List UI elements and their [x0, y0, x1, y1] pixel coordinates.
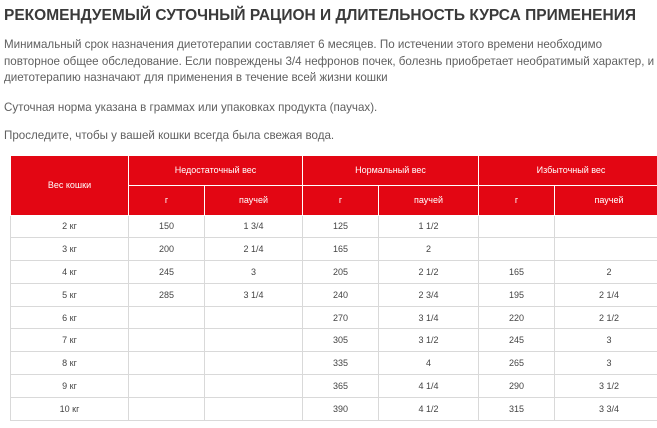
cell-weight: 9 кг	[11, 375, 129, 398]
cell-normal-pouches: 3 1/4	[379, 306, 479, 329]
cell-underweight-pouches: 3	[205, 261, 303, 284]
cell-underweight-grams: 285	[129, 283, 205, 306]
cell-normal-grams: 305	[303, 329, 379, 352]
cell-normal-pouches: 2 3/4	[379, 283, 479, 306]
cell-underweight-grams	[129, 329, 205, 352]
cell-underweight-grams	[129, 375, 205, 398]
cell-weight: 3 кг	[11, 238, 129, 261]
cell-weight: 8 кг	[11, 352, 129, 375]
header-normal-weight: Нормальный вес	[303, 155, 479, 185]
cell-overweight-pouches: 3	[555, 352, 657, 375]
cell-normal-grams: 125	[303, 215, 379, 238]
paragraph-therapy-duration: Минимальный срок назначения диетотерапии составляет 6 месяцев. По истечении этого времени необходимо повторное общее обследование. Если повреждены 3/4 нефронов почек, болезнь приобретает необратимый характер, и диетотерапию назначают для применения в течение всей жизни кошки	[4, 38, 655, 84]
cell-normal-pouches: 4 1/4	[379, 375, 479, 398]
cell-overweight-grams	[479, 238, 555, 261]
cell-underweight-grams	[129, 352, 205, 375]
table-row	[11, 306, 657, 329]
subheader-grams: г	[303, 185, 379, 215]
subheader-pouches: паучей	[555, 185, 657, 215]
cell-normal-grams: 365	[303, 375, 379, 398]
subheader-pouches: паучей	[379, 185, 479, 215]
header-underweight: Недостаточный вес	[129, 155, 303, 185]
cell-overweight-pouches: 3	[555, 329, 657, 352]
cell-overweight-grams	[479, 215, 555, 238]
cell-overweight-grams: 195	[479, 283, 555, 306]
cell-overweight-pouches	[555, 215, 657, 238]
cell-overweight-pouches: 3 3/4	[555, 397, 657, 420]
cell-underweight-pouches	[205, 352, 303, 375]
cell-normal-grams: 165	[303, 238, 379, 261]
cell-normal-pouches: 4 1/2	[379, 397, 479, 420]
cell-overweight-grams: 290	[479, 375, 555, 398]
table-row	[11, 352, 657, 375]
cell-normal-pouches: 1 1/2	[379, 215, 479, 238]
cell-overweight-grams: 265	[479, 352, 555, 375]
header-weight: Вес кошки	[11, 155, 129, 215]
table-row	[11, 375, 657, 398]
ration-table	[10, 155, 657, 421]
cell-underweight-pouches: 2 1/4	[205, 238, 303, 261]
cell-normal-pouches: 2 1/2	[379, 261, 479, 284]
cell-underweight-pouches	[205, 375, 303, 398]
cell-normal-pouches: 3 1/2	[379, 329, 479, 352]
cell-weight: 5 кг	[11, 283, 129, 306]
table-row	[11, 283, 657, 306]
subheader-grams: г	[479, 185, 555, 215]
cell-overweight-grams: 220	[479, 306, 555, 329]
cell-overweight-pouches: 2 1/4	[555, 283, 657, 306]
cell-underweight-pouches: 1 3/4	[205, 215, 303, 238]
cell-weight: 6 кг	[11, 306, 129, 329]
cell-normal-grams: 240	[303, 283, 379, 306]
cell-underweight-pouches	[205, 329, 303, 352]
cell-normal-grams: 205	[303, 261, 379, 284]
cell-underweight-pouches	[205, 397, 303, 420]
cell-underweight-grams	[129, 306, 205, 329]
cell-normal-grams: 270	[303, 306, 379, 329]
cell-underweight-grams: 200	[129, 238, 205, 261]
cell-normal-grams: 335	[303, 352, 379, 375]
subheader-grams: г	[129, 185, 205, 215]
cell-overweight-pouches: 2 1/2	[555, 306, 657, 329]
cell-underweight-grams	[129, 397, 205, 420]
table-row	[11, 397, 657, 420]
table-row	[11, 238, 657, 261]
paragraph-fresh-water: Проследите, чтобы у вашей кошки всегда была свежая вода.	[4, 129, 335, 142]
cell-overweight-pouches: 2	[555, 261, 657, 284]
table-body	[11, 215, 657, 420]
cell-weight: 2 кг	[11, 215, 129, 238]
cell-underweight-grams: 150	[129, 215, 205, 238]
cell-underweight-pouches	[205, 306, 303, 329]
cell-overweight-grams: 245	[479, 329, 555, 352]
cell-overweight-pouches	[555, 238, 657, 261]
cell-weight: 7 кг	[11, 329, 129, 352]
cell-underweight-pouches: 3 1/4	[205, 283, 303, 306]
cell-normal-pouches: 4	[379, 352, 479, 375]
cell-weight: 10 кг	[11, 397, 129, 420]
cell-normal-pouches: 2	[379, 238, 479, 261]
table-row	[11, 329, 657, 352]
table-row	[11, 215, 657, 238]
cell-overweight-grams: 165	[479, 261, 555, 284]
cell-normal-grams: 390	[303, 397, 379, 420]
cell-overweight-pouches: 3 1/2	[555, 375, 657, 398]
table-row	[11, 261, 657, 284]
subheader-pouches: паучей	[205, 185, 303, 215]
cell-underweight-grams: 245	[129, 261, 205, 284]
cell-overweight-grams: 315	[479, 397, 555, 420]
cell-weight: 4 кг	[11, 261, 129, 284]
paragraph-daily-norm: Суточная норма указана в граммах или упаковках продукта (паучах).	[4, 100, 378, 114]
page-title: РЕКОМЕНДУЕМЫЙ СУТОЧНЫЙ РАЦИОН И ДЛИТЕЛЬНОСТЬ КУРСА ПРИМЕНЕНИЯ	[4, 7, 636, 24]
header-overweight: Избыточный вес	[479, 155, 657, 185]
